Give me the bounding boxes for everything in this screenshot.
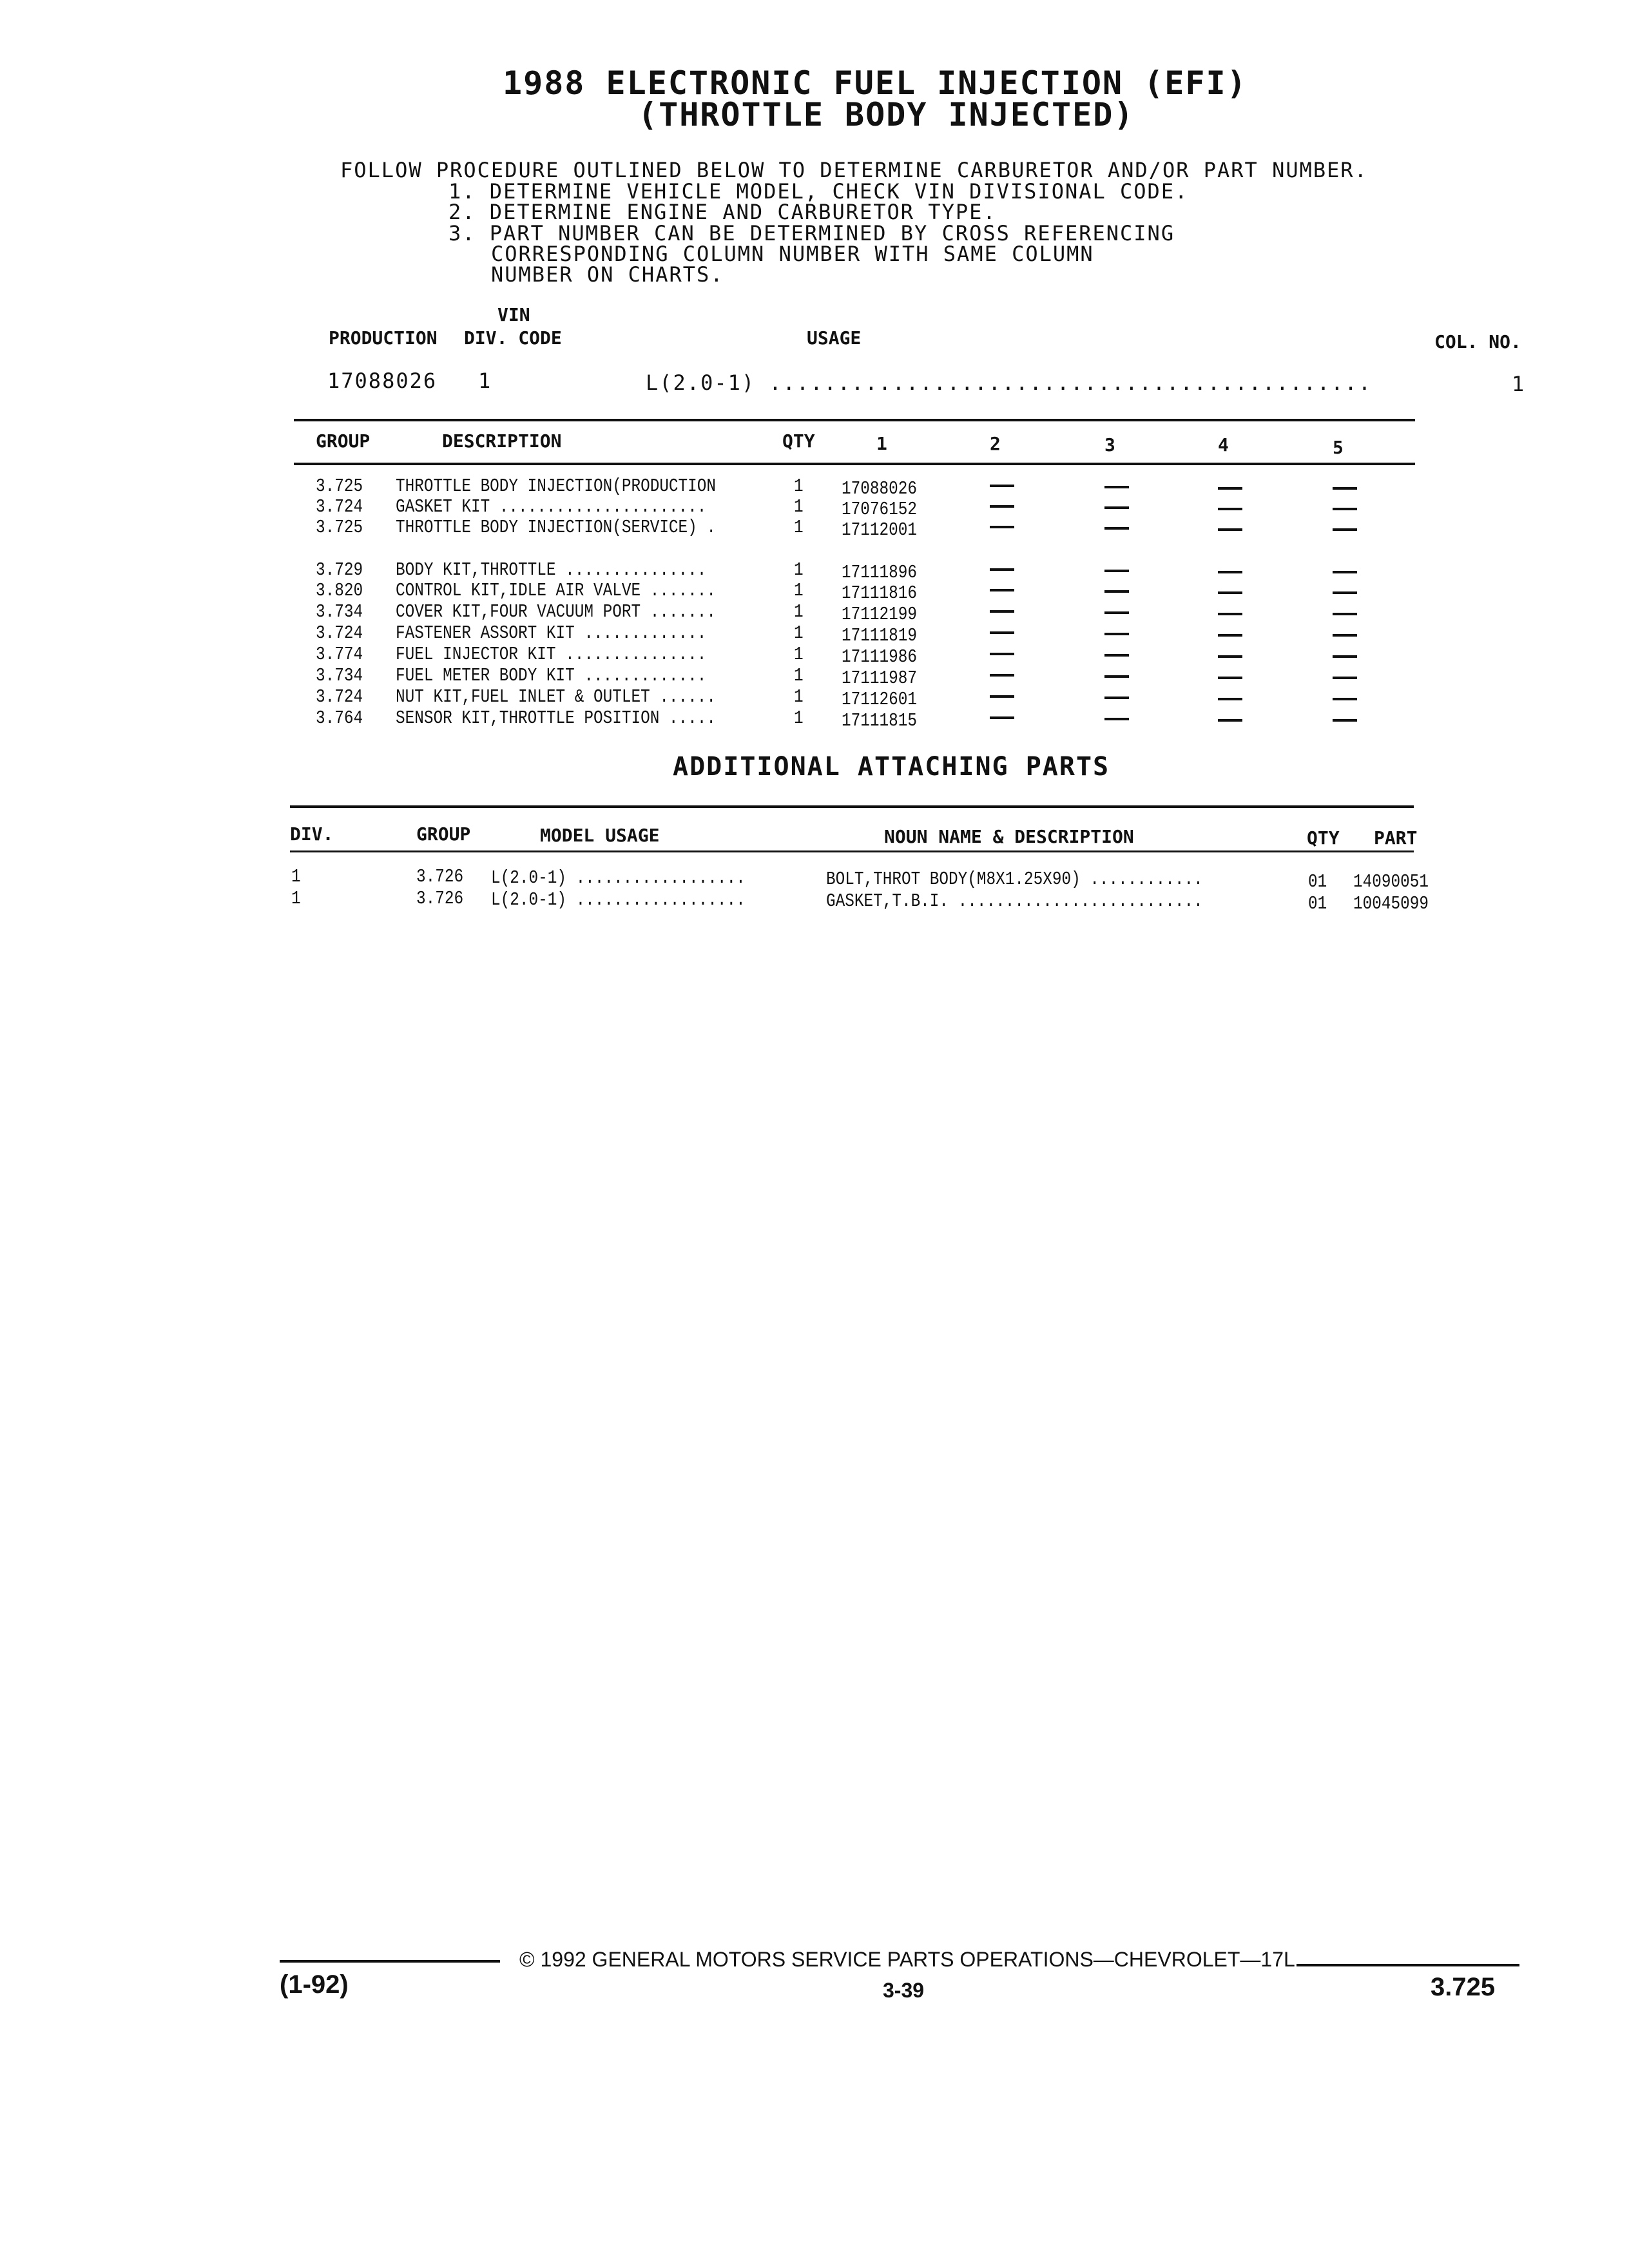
row-description: CONTROL KIT,IDLE AIR VALVE .......: [396, 580, 717, 601]
row-col-4-dash: [1218, 528, 1242, 531]
row-group: 3.726: [416, 888, 464, 909]
row-col-3-dash: [1104, 486, 1129, 488]
header-col-1: 1: [876, 433, 887, 454]
row-col-3-dash: [1104, 611, 1129, 614]
row-part: 10045099: [1353, 893, 1429, 914]
row-col-4-dash: [1218, 634, 1242, 637]
row-group: 3.726: [416, 866, 464, 887]
row-col-2-dash: [990, 589, 1014, 591]
row-col-5-dash: [1333, 487, 1357, 490]
header-vin: VIN: [497, 304, 530, 325]
row-col-3-dash: [1104, 697, 1129, 699]
header-model-usage: MODEL USAGE: [540, 825, 660, 846]
row-description: THROTTLE BODY INJECTION(SERVICE) .: [396, 517, 717, 538]
row-col-2-dash: [990, 631, 1014, 634]
row-col-2-dash: [990, 526, 1014, 528]
header-production: PRODUCTION: [329, 327, 438, 349]
row-col-4-dash: [1218, 677, 1242, 679]
row-qty: 1: [794, 559, 804, 581]
row-col-5-dash: [1333, 655, 1357, 658]
row-qty: 1: [794, 622, 804, 644]
row-qty: 1: [794, 665, 804, 686]
row-col-5-dash: [1333, 508, 1357, 510]
row-qty: 1: [794, 601, 804, 622]
row-part-col-1: 17112601: [842, 689, 917, 710]
additional-top-rule: [290, 805, 1414, 808]
row-part-col-1: 17112199: [842, 604, 917, 625]
row-qty: 1: [794, 496, 804, 517]
row-group: 3.774: [316, 644, 363, 665]
row-col-2-dash: [990, 653, 1014, 655]
additional-header-rule: [290, 850, 1414, 852]
header-description: DESCRIPTION: [442, 430, 562, 452]
footer-page-number: 3-39: [883, 1979, 925, 2002]
row-noun-name: GASKET,T.B.I. ..........................: [826, 890, 1203, 912]
header-div: DIV.: [290, 823, 334, 845]
row-group: 3.764: [316, 707, 363, 729]
row-description: GASKET KIT ......................: [396, 496, 707, 517]
row-col-4-dash: [1218, 719, 1242, 722]
row-part-col-1: 17111986: [842, 646, 917, 668]
header-group: GROUP: [416, 823, 471, 845]
row-description: FUEL INJECTOR KIT ...............: [396, 644, 707, 665]
usage-div-code: 1: [478, 369, 492, 393]
row-col-3-dash: [1104, 654, 1129, 657]
footer-section-number: 3.725: [1431, 1973, 1496, 2001]
row-col-2-dash: [990, 716, 1014, 719]
row-col-5-dash: [1333, 613, 1357, 615]
row-col-3-dash: [1104, 675, 1129, 678]
row-col-5-dash: [1333, 634, 1357, 637]
row-col-3-dash: [1104, 590, 1129, 593]
row-col-3-dash: [1104, 718, 1129, 720]
header-group: GROUP: [316, 430, 371, 452]
header-col-2: 2: [990, 433, 1001, 454]
row-col-2-dash: [990, 674, 1014, 677]
header-qty: QTY: [782, 430, 815, 452]
row-col-5-dash: [1333, 698, 1357, 700]
row-col-2-dash: [990, 610, 1014, 613]
row-qty: 01: [1308, 893, 1327, 914]
row-group: 3.724: [316, 496, 363, 517]
row-model-usage: L(2.0-1) ..................: [491, 867, 746, 889]
usage-engine: L(2.0-1) ............................................: [646, 370, 1373, 395]
instruction-step-3: 3. PART NUMBER CAN BE DETERMINED BY CROSS REFERENCING: [448, 221, 1175, 245]
row-group: 3.729: [316, 559, 363, 581]
table-top-rule: [294, 419, 1415, 421]
row-part-col-1: 17111816: [842, 582, 917, 604]
row-div: 1: [291, 866, 301, 887]
row-part-col-1: 17112001: [842, 519, 917, 541]
row-qty: 1: [794, 707, 804, 729]
footer-date-code: (1-92): [280, 1970, 349, 1999]
row-part-col-1: 17111987: [842, 668, 917, 689]
row-part-col-1: 17088026: [842, 478, 917, 499]
row-part: 14090051: [1353, 871, 1429, 892]
instruction-step-2: 2. DETERMINE ENGINE AND CARBURETOR TYPE.: [448, 200, 997, 224]
row-group: 3.820: [316, 580, 363, 601]
row-description: NUT KIT,FUEL INLET & OUTLET ......: [396, 686, 717, 707]
row-group: 3.725: [316, 476, 363, 497]
header-div-code: DIV. CODE: [464, 327, 562, 349]
row-col-5-dash: [1333, 571, 1357, 573]
header-col-4: 4: [1218, 434, 1229, 456]
header-part: PART: [1374, 827, 1418, 849]
row-description: FUEL METER BODY KIT .............: [396, 665, 707, 686]
row-part-col-1: 17111815: [842, 710, 917, 731]
row-col-3-dash: [1104, 506, 1129, 509]
additional-heading: ADDITIONAL ATTACHING PARTS: [673, 752, 1110, 782]
page-subtitle: (THROTTLE BODY INJECTED): [638, 96, 1135, 133]
instruction-step-3-end: NUMBER ON CHARTS.: [491, 262, 724, 287]
header-col-5: 5: [1333, 437, 1344, 458]
footer-rule-right: [1296, 1964, 1519, 1966]
row-col-4-dash: [1218, 591, 1242, 594]
row-col-4-dash: [1218, 655, 1242, 658]
row-col-4-dash: [1218, 487, 1242, 490]
row-col-3-dash: [1104, 527, 1129, 530]
header-noun-name: NOUN NAME & DESCRIPTION: [884, 826, 1134, 847]
header-usage: USAGE: [807, 327, 862, 349]
row-qty: 1: [794, 686, 804, 707]
row-part-col-1: 17076152: [842, 499, 917, 520]
row-group: 3.725: [316, 517, 363, 538]
row-col-3-dash: [1104, 570, 1129, 572]
row-col-4-dash: [1218, 508, 1242, 510]
instruction-step-1: 1. DETERMINE VEHICLE MODEL, CHECK VIN DIVISIONAL CODE.: [448, 179, 1189, 204]
usage-production: 17088026: [327, 369, 438, 393]
row-col-4-dash: [1218, 698, 1242, 700]
row-qty: 1: [794, 517, 804, 538]
row-part-col-1: 17111819: [842, 625, 917, 646]
page-title: 1988 ELECTRONIC FUEL INJECTION (EFI): [503, 64, 1248, 102]
row-col-4-dash: [1218, 571, 1242, 573]
footer-rule-left: [280, 1960, 500, 1963]
row-qty: 1: [794, 644, 804, 665]
header-col-3: 3: [1104, 434, 1115, 456]
row-col-2-dash: [990, 568, 1014, 571]
header-col-no: COL. NO.: [1434, 331, 1521, 352]
footer-copyright: © 1992 GENERAL MOTORS SERVICE PARTS OPERATIONS—CHEVROLET—17L: [519, 1948, 1295, 1971]
row-col-2-dash: [990, 695, 1014, 698]
row-col-5-dash: [1333, 528, 1357, 531]
row-description: FASTENER ASSORT KIT .............: [396, 622, 707, 644]
header-qty: QTY: [1307, 827, 1340, 849]
row-description: COVER KIT,FOUR VACUUM PORT .......: [396, 601, 717, 622]
row-col-5-dash: [1333, 591, 1357, 594]
instruction-step-3-cont: CORRESPONDING COLUMN NUMBER WITH SAME COLUMN: [491, 242, 1094, 266]
row-col-5-dash: [1333, 719, 1357, 722]
row-description: SENSOR KIT,THROTTLE POSITION .....: [396, 707, 717, 729]
row-col-5-dash: [1333, 677, 1357, 679]
usage-col-no: 1: [1512, 372, 1526, 396]
row-model-usage: L(2.0-1) ..................: [491, 889, 746, 910]
row-noun-name: BOLT,THROT BODY(M8X1.25X90) ............: [826, 869, 1203, 890]
row-qty: 01: [1308, 871, 1327, 892]
table-header-rule: [294, 463, 1415, 465]
row-description: THROTTLE BODY INJECTION(PRODUCTION: [396, 476, 717, 497]
row-qty: 1: [794, 580, 804, 601]
row-group: 3.734: [316, 601, 363, 622]
row-group: 3.724: [316, 686, 363, 707]
row-description: BODY KIT,THROTTLE ...............: [396, 559, 707, 581]
row-col-4-dash: [1218, 613, 1242, 615]
row-col-2-dash: [990, 505, 1014, 508]
row-part-col-1: 17111896: [842, 562, 917, 583]
row-div: 1: [291, 888, 301, 909]
row-qty: 1: [794, 476, 804, 497]
row-group: 3.724: [316, 622, 363, 644]
row-group: 3.734: [316, 665, 363, 686]
row-col-2-dash: [990, 485, 1014, 487]
row-col-3-dash: [1104, 633, 1129, 635]
instructions-lead: FOLLOW PROCEDURE OUTLINED BELOW TO DETERMINE CARBURETOR AND/OR PART NUMBER.: [340, 158, 1368, 182]
